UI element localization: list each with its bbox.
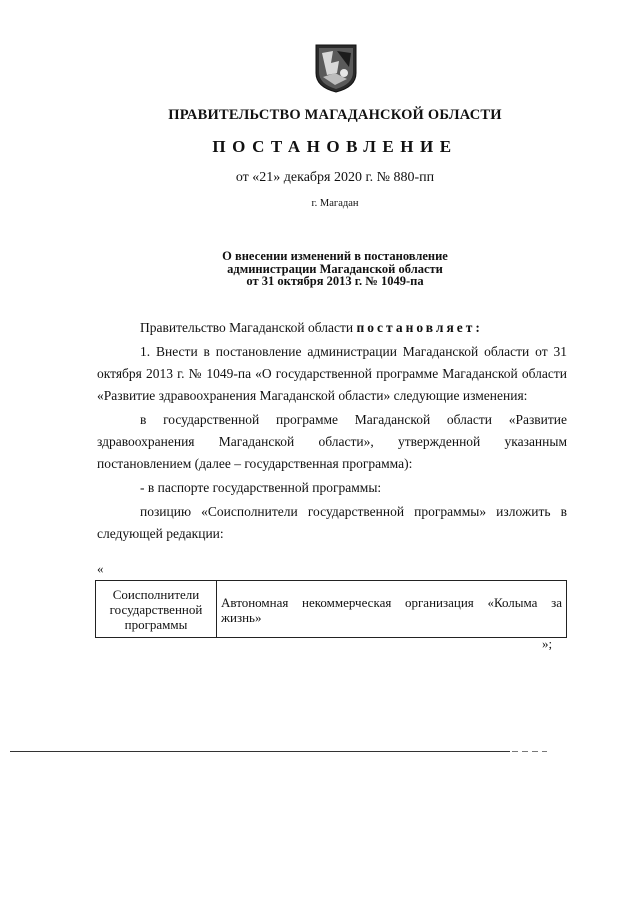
document-subject	[0, 250, 640, 288]
paragraph-3: - в паспорте государственной программы:	[140, 480, 382, 495]
quote-open-mark: «	[97, 561, 104, 576]
position-table	[95, 580, 567, 638]
paragraph-2: в государственной программе Магаданской области «Развитие здравоохранения Магаданской области», утвержденной указанным постановлением (далее – государственная программа):	[97, 412, 567, 471]
page-divider	[10, 751, 510, 752]
intro-paragraph	[97, 317, 567, 339]
document-body	[97, 317, 567, 545]
page-divider-dashed	[512, 751, 547, 752]
subject-line: администрации Магаданской области	[227, 261, 443, 276]
paragraph-1: 1. Внести в постановление администрации Магаданской области от 31 октября 2013 г. № 1049-па «О государственной программе Магаданской области «Развитие здравоохранения Магаданской области» следующие изменения:	[97, 344, 567, 403]
document-city: г. Магадан	[311, 198, 359, 209]
document-type: ПОСТАНОВЛЕНИЕ	[212, 137, 458, 156]
table-row	[96, 581, 567, 638]
table-cell-value: Автономная некоммерческая организация «Колыма за жизнь»	[217, 581, 567, 638]
subject-line: О внесении изменений в постановление	[222, 249, 448, 263]
subject-line: от 31 октября 2013 г. № 1049-па	[246, 274, 424, 288]
coat-of-arms-emblem	[313, 43, 359, 93]
intro-prefix: Правительство Магаданской области	[140, 320, 354, 335]
table-cell-label: Соисполнители государственной программы	[96, 581, 217, 638]
document-date-number: от «21» декабря 2020 г. № 880-пп	[235, 170, 435, 185]
quote-close-mark: »;	[542, 636, 553, 651]
paragraph-4: позицию «Соисполнители государственной программы» изложить в следующей редакции:	[97, 504, 567, 541]
organization-title: ПРАВИТЕЛЬСТВО МАГАДАНСКОЙ ОБЛАСТИ	[168, 107, 502, 123]
intro-verb: постановляет:	[356, 320, 483, 335]
